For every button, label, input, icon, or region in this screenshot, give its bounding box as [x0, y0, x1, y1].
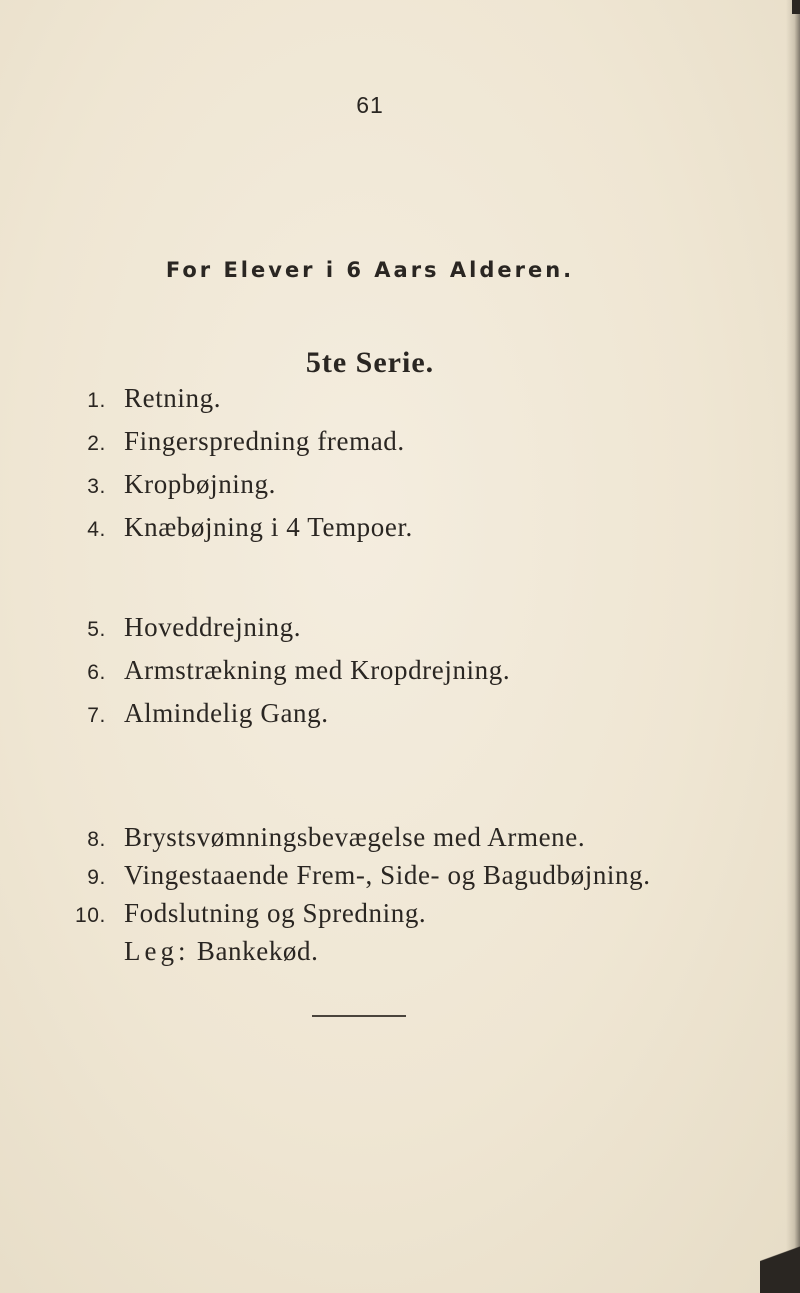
item-text: Retning.: [124, 383, 222, 413]
list-item: [60, 898, 426, 932]
page-corner-top: [792, 0, 800, 14]
item-number: 7.: [87, 704, 106, 727]
item-number: 10.: [75, 904, 106, 927]
item-text: Knæbøjning i 4 Tempoer.: [124, 512, 413, 542]
page-edge-shadow: [786, 0, 800, 1293]
item-number: 9.: [87, 866, 106, 889]
item-text: Vingestaaende Frem-, Side- og Bagudbøjning.: [124, 860, 651, 890]
series-title: 5te Serie.: [305, 346, 435, 379]
item-number: 2.: [87, 432, 106, 455]
item-text: Fingerspredning fremad.: [124, 426, 405, 456]
item-text: Hoveddrejning.: [124, 612, 302, 642]
page-corner-bottom: [760, 1203, 800, 1293]
item-number: 3.: [87, 475, 106, 498]
list-item: [60, 612, 301, 646]
item-number: 4.: [87, 518, 106, 541]
list-item: [60, 469, 276, 503]
section-heading: For Elever i 6 Aars Alderen.: [165, 258, 575, 282]
item-text: Brystsvømningsbevægelse med Armene.: [124, 822, 586, 852]
game-name: Bankekød.: [196, 936, 319, 966]
item-text: Fodslutning og Spredning.: [124, 898, 427, 928]
item-text: Kropbøjning.: [124, 469, 276, 499]
end-rule: [312, 1015, 406, 1017]
list-item: [60, 426, 405, 460]
game-line: [124, 936, 318, 967]
game-label: Leg:: [124, 936, 190, 966]
item-number: 5.: [87, 618, 106, 641]
list-item: [60, 383, 221, 417]
list-item: [60, 822, 585, 856]
list-item: [60, 512, 413, 546]
list-item: [60, 698, 329, 732]
item-number: 8.: [87, 828, 106, 851]
list-item: [60, 655, 510, 689]
item-number: 1.: [87, 389, 106, 412]
item-number: 6.: [87, 661, 106, 684]
page-number: 61: [356, 92, 384, 118]
item-text: Almindelig Gang.: [124, 698, 329, 728]
item-text: Armstrækning med Kropdrejning.: [124, 655, 511, 685]
list-item: [60, 860, 651, 894]
